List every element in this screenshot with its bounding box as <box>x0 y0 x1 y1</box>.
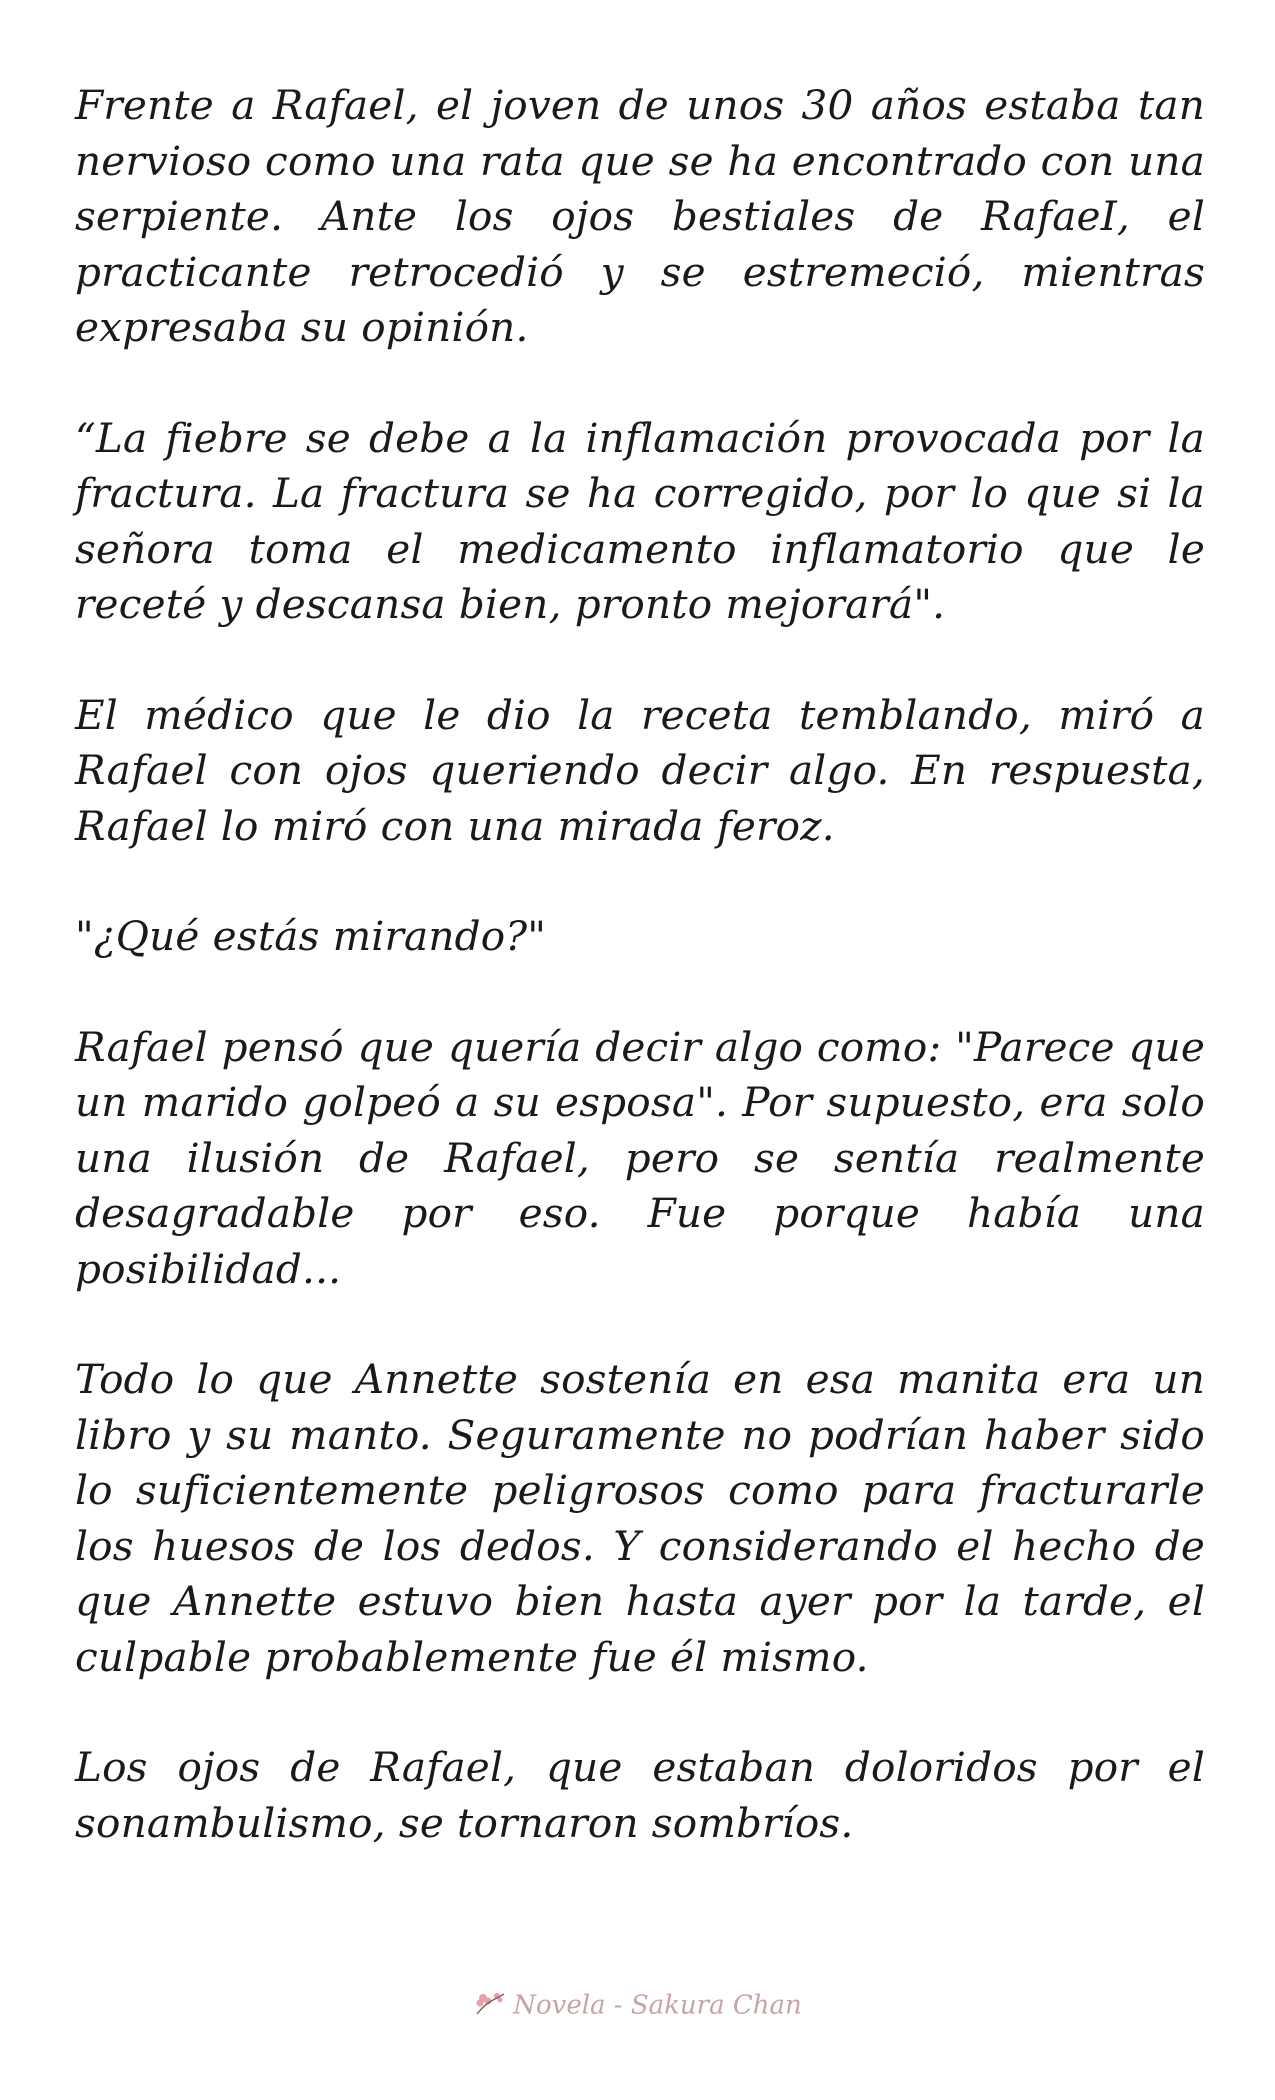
paragraph-3: El médico que le dio la receta temblando, miró a Rafael con ojos queriendo decir algo. En respuesta, Rafael lo miró con una mirada feroz. <box>75 690 1205 850</box>
paragraph-7: Los ojos de Rafael, que estaban doloridos por el sonambulismo, se tornaron sombríos. <box>75 1743 1205 1847</box>
document-body <box>75 78 1205 1906</box>
paragraph-2: “La fiebre se debe a la inflamación provocada por la fractura. La fractura se ha corregido, por lo que si la señora toma el medicamento inflamatorio que le receté y descansa bien, pronto mejorará". <box>75 413 1205 628</box>
paragraph-1: Frente a Rafael, el joven de unos 30 años estaba tan nervioso como una rata que se ha encontrado con una serpiente. Ante los ojos bestiales de RafaeI, el practicante retrocedió y se estremeció, mientras expresaba su opinión. <box>75 81 1205 351</box>
sakura-flower-icon <box>473 1990 507 2023</box>
paragraph-5: Rafael pensó que quería decir algo como: "Parece que un marido golpeó a su esposa". Por supuesto, era solo una ilusión de Rafael, pero se sentía realmente desagradable por eso. Fue porque había una posibilidad... <box>75 1022 1205 1293</box>
watermark <box>0 1990 1275 2023</box>
paragraph-4: "¿Qué estás mirando?" <box>75 912 547 960</box>
paragraph-6: Todo lo que Annette sostenía en esa manita era un libro y su manto. Seguramente no podrían haber sido lo suficientemente peligrosos como para fracturarle los huesos de los dedos. Y considerando el hecho de que Annette estuvo bien hasta ayer por la tarde, el culpable probablemente fue él mismo. <box>75 1355 1205 1681</box>
watermark-text: Novela - Sakura Chan <box>513 1990 802 2021</box>
